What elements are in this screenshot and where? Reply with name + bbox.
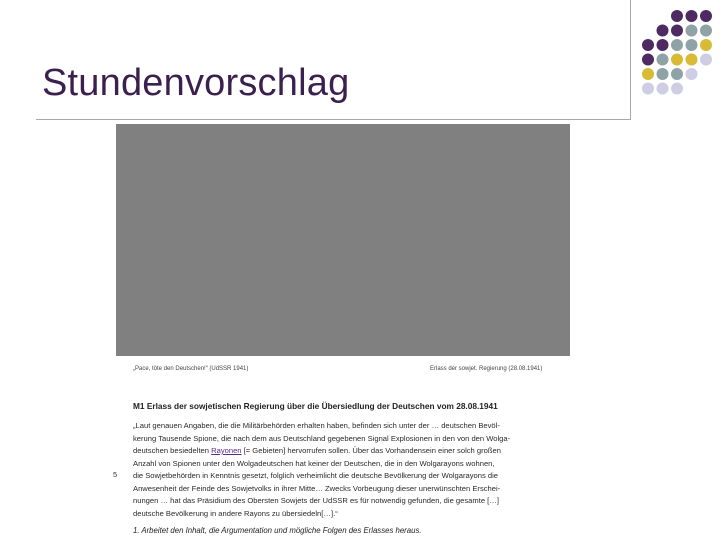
slide-title: Stundenvorschlag bbox=[42, 62, 350, 104]
decorative-dot bbox=[686, 10, 698, 22]
source-text-line: kerung Tausende Spione, die nach dem aus Deutschland gegebenen Signal Explosionen in den von den Wolga- bbox=[133, 433, 511, 443]
source-text-line: deutsche Bevölkerung in andere Rayons zu übersiedeln[…].“ bbox=[133, 508, 338, 518]
glossary-term-rayonen: Rayonen bbox=[211, 446, 242, 455]
task-instruction: 1. Arbeitet den Inhalt, die Argumentation und mögliche Folgen des Erlasses heraus. bbox=[133, 526, 422, 535]
decorative-dot bbox=[657, 83, 669, 95]
decorative-dot bbox=[686, 39, 698, 51]
title-divider-vertical bbox=[630, 0, 631, 120]
decorative-dot bbox=[700, 54, 712, 66]
title-divider-horizontal bbox=[36, 119, 630, 120]
decorative-dot bbox=[642, 68, 654, 80]
source-text-line: Anwesenheit der Feinde des Sowjetvolks in ihrer Mitte… Zwecks Vorbeugung dieser unerwünschten Erschei- bbox=[133, 483, 501, 493]
decorative-dot bbox=[686, 25, 698, 37]
decorative-dot bbox=[700, 39, 712, 51]
source-text-line bbox=[133, 445, 565, 458]
source-text-line: Anzahl von Spionen unter den Wolgadeutschen hat keiner der Deutschen, die in den Wolgarayons wohnen, bbox=[133, 458, 495, 468]
decorative-dot bbox=[642, 39, 654, 51]
decorative-dot bbox=[671, 39, 683, 51]
source-heading: M1 Erlass der sowjetischen Regierung über die Übersiedlung der Deutschen vom 28.08.1941 bbox=[133, 401, 498, 411]
source-text-line: „Laut genauen Angaben, die die Militärbehörden erhalten haben, befinden sich unter der … deutschen Bevöl- bbox=[133, 421, 500, 430]
source-text-fragment: [= Gebieten] hervorrufen sollen. Über das Vorhandensein einer solch großen bbox=[243, 446, 501, 455]
decorative-dot bbox=[657, 68, 669, 80]
line-number: 5 bbox=[113, 470, 118, 479]
decorative-dot bbox=[700, 10, 712, 22]
decorative-dot bbox=[671, 68, 683, 80]
source-text-fragment: deutschen besiedelten bbox=[133, 446, 209, 455]
decorative-dot bbox=[671, 83, 683, 95]
image-caption-right: Erlass der sowjet. Regierung (28.08.1941) bbox=[430, 366, 543, 372]
decorative-dot bbox=[700, 25, 712, 37]
decorative-dot bbox=[686, 54, 698, 66]
decorative-dot bbox=[671, 10, 683, 22]
source-text-line: nungen … hat das Präsidium des Obersten Sowjets der UdSSR es für notwendig gefunden, die gesamte […] bbox=[133, 496, 499, 505]
decorative-dot bbox=[671, 25, 683, 37]
decorative-dot bbox=[657, 39, 669, 51]
source-text-line: die Sowjetbehörden in Kenntnis gesetzt, folglich verheimlicht die deutsche Bevölkerung der Wolgarayons die bbox=[133, 471, 498, 480]
decorative-dot bbox=[642, 83, 654, 95]
decorative-dot bbox=[671, 54, 683, 66]
source-text bbox=[133, 420, 565, 520]
historical-image-placeholder bbox=[116, 124, 570, 356]
image-caption-left: „Pace, töte den Deutschen!“ (UdSSR 1941) bbox=[133, 366, 249, 372]
decorative-dot bbox=[686, 68, 698, 80]
decorative-dot bbox=[657, 54, 669, 66]
decorative-dot bbox=[657, 25, 669, 37]
decorative-dot bbox=[642, 54, 654, 66]
